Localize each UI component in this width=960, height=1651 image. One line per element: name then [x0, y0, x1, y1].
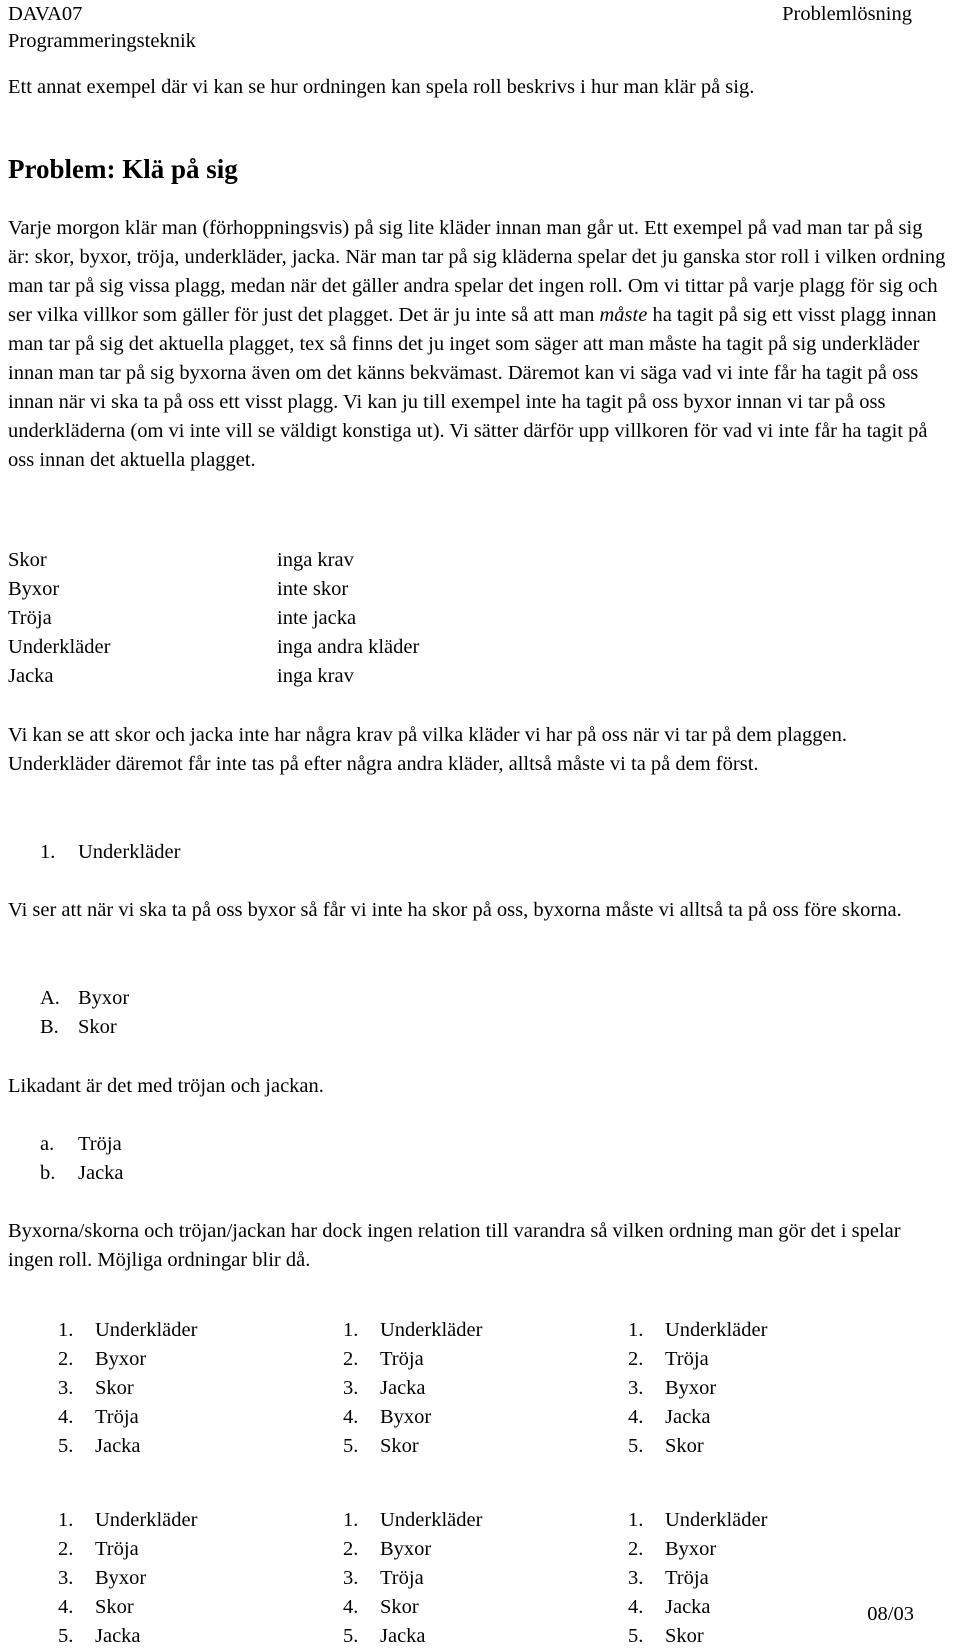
header-course-code: DAVA07 — [8, 3, 83, 25]
paragraph-1-emphasis: måste — [599, 304, 648, 326]
list-text: Underkläder — [78, 841, 181, 863]
ordering-number: 1. — [343, 1509, 359, 1531]
ordering-number: 2. — [58, 1348, 74, 1370]
constraint-item: Tröja — [8, 607, 52, 629]
ordering-item — [628, 1345, 709, 1374]
ordering-text: Jacka — [95, 1435, 141, 1457]
ordering-item — [343, 1622, 426, 1651]
ordering-number: 2. — [343, 1348, 359, 1370]
paragraph-2: Vi kan se att skor och jacka inte har några krav på vilka kläder vi har på oss när vi tar på dem plaggen. Underkläder däremot får inte tas på efter några andra kläder, alltså måste vi ta på dem först. — [8, 724, 847, 775]
ordering-item — [58, 1403, 139, 1432]
paragraph-1-part-1: Varje morgon klär man (förhoppningsvis) på sig lite kläder innan man går ut. Ett exempel på vad man tar på sig är: skor, byxor, tröja, underkläder, jacka. När man tar på sig kläderna spelar det ju ganska stor roll i vilken ordning man tar på sig vissa plagg, medan när det gäller andra spelar det ingen roll. Om vi tittar på varje plagg för sig och ser vilka villkor som gäller för just det plagget. Det är ju inte så att man — [8, 217, 946, 326]
ordering-number: 2. — [58, 1538, 74, 1560]
ordering-text: Tröja — [95, 1406, 139, 1428]
ordering-item — [628, 1506, 767, 1535]
ordering-item — [343, 1535, 431, 1564]
list-marker: 1. — [40, 841, 56, 863]
ordering-item — [58, 1432, 141, 1461]
paragraph-4: Likadant är det med tröjan och jackan. — [8, 1075, 324, 1097]
ordering-text: Byxor — [665, 1538, 717, 1560]
ordering-number: 3. — [58, 1567, 74, 1589]
paragraph-5: Byxorna/skorna och tröjan/jackan har dock ingen relation till varandra så vilken ordning man gör det i spelar ingen roll. Möjliga ordningar blir då. — [8, 1220, 901, 1271]
ordering-number: 4. — [343, 1406, 359, 1428]
list-item — [40, 984, 129, 1013]
ordering-text: Byxor — [95, 1567, 147, 1589]
ordering-number: 3. — [628, 1567, 644, 1589]
paragraph-1 — [8, 214, 948, 475]
ordering-item — [343, 1403, 431, 1432]
ordering-number: 5. — [343, 1625, 359, 1647]
ordering-text: Skor — [380, 1596, 419, 1618]
ordering-number: 1. — [628, 1319, 644, 1341]
ordering-text: Skor — [95, 1377, 134, 1399]
ordering-text: Byxor — [95, 1348, 147, 1370]
ordering-item — [58, 1535, 139, 1564]
ordering-item — [343, 1564, 424, 1593]
constraint-rule: inga krav — [277, 549, 354, 571]
list-text: Skor — [78, 1016, 117, 1038]
list-item — [40, 1130, 122, 1159]
list-text: Jacka — [78, 1162, 124, 1184]
ordering-number: 2. — [628, 1538, 644, 1560]
ordering-item — [343, 1316, 482, 1345]
ordering-item — [628, 1564, 709, 1593]
ordering-item — [343, 1374, 426, 1403]
paragraph-1-part-2: ha tagit på sig ett visst plagg innan man tar på sig det aktuella plagget, tex så finns det ju inget som säger att man måste ha tagit på sig underkläder innan man tar på sig byxorna även om det känns bekvämast. Däremot kan vi säga vad vi inte får ha tagit på oss innan när vi ska ta på oss ett visst plagg. Vi kan ju till exempel inte ha tagit på oss byxor innan vi tar på oss underkläderna (om vi inte vill se väldigt konstiga ut). Vi sätter därför upp villkoren för vad vi inte får ha tagit på oss innan det aktuella plagget. — [8, 304, 937, 471]
ordering-text: Jacka — [380, 1377, 426, 1399]
ordering-item — [58, 1345, 146, 1374]
list-marker: a. — [40, 1133, 55, 1155]
ordering-number: 2. — [628, 1348, 644, 1370]
list-text: Byxor — [78, 987, 130, 1009]
ordering-text: Byxor — [380, 1538, 432, 1560]
ordering-text: Byxor — [665, 1377, 717, 1399]
ordering-text: Tröja — [380, 1567, 424, 1589]
ordering-item — [628, 1316, 767, 1345]
header-course-name: Programmeringsteknik — [8, 30, 196, 52]
ordering-item — [58, 1622, 141, 1651]
ordering-text: Tröja — [380, 1348, 424, 1370]
ordering-item — [628, 1403, 711, 1432]
ordering-number: 4. — [343, 1596, 359, 1618]
ordering-item — [343, 1345, 424, 1374]
ordering-text: Underkläder — [95, 1509, 198, 1531]
ordering-number: 3. — [58, 1377, 74, 1399]
ordering-number: 1. — [58, 1319, 74, 1341]
constraint-rule: inga andra kläder — [277, 636, 420, 658]
ordering-text: Skor — [95, 1596, 134, 1618]
ordering-number: 1. — [343, 1319, 359, 1341]
ordering-number: 5. — [628, 1435, 644, 1457]
ordering-text: Skor — [665, 1625, 704, 1647]
ordering-text: Jacka — [380, 1625, 426, 1647]
ordering-item — [58, 1564, 146, 1593]
ordering-number: 5. — [343, 1435, 359, 1457]
ordering-item — [628, 1374, 716, 1403]
ordering-item — [628, 1432, 704, 1461]
header-topic: Problemlösning — [782, 3, 912, 25]
ordering-text: Jacka — [95, 1625, 141, 1647]
ordering-text: Tröja — [95, 1538, 139, 1560]
ordering-text: Underkläder — [95, 1319, 198, 1341]
ordering-item — [343, 1432, 419, 1461]
ordering-text: Byxor — [380, 1406, 432, 1428]
ordering-item — [628, 1535, 716, 1564]
list-item — [40, 1013, 117, 1042]
ordering-text: Tröja — [665, 1348, 709, 1370]
list-text: Tröja — [78, 1133, 122, 1155]
ordering-item — [58, 1593, 134, 1622]
ordering-number: 5. — [58, 1625, 74, 1647]
list-marker: A. — [40, 987, 60, 1009]
constraint-item: Skor — [8, 549, 47, 571]
ordering-item — [343, 1506, 482, 1535]
ordering-item — [58, 1316, 197, 1345]
ordering-number: 4. — [628, 1406, 644, 1428]
page-number: 08/03 — [867, 1603, 914, 1625]
constraint-item: Underkläder — [8, 636, 111, 658]
ordering-number: 5. — [628, 1625, 644, 1647]
constraint-rule: inga krav — [277, 665, 354, 687]
ordering-number: 4. — [58, 1596, 74, 1618]
ordering-number: 3. — [628, 1377, 644, 1399]
ordering-text: Underkläder — [380, 1509, 483, 1531]
ordering-text: Skor — [665, 1435, 704, 1457]
ordering-text: Underkläder — [665, 1509, 768, 1531]
intro-text: Ett annat exempel där vi kan se hur ordningen kan spela roll beskrivs i hur man klär på sig. — [8, 76, 755, 98]
ordering-item — [58, 1506, 197, 1535]
ordering-number: 2. — [343, 1538, 359, 1560]
ordering-text: Skor — [380, 1435, 419, 1457]
list-item — [40, 838, 180, 867]
ordering-item — [628, 1593, 711, 1622]
ordering-item — [343, 1593, 419, 1622]
paragraph-3: Vi ser att när vi ska ta på oss byxor så får vi inte ha skor på oss, byxorna måste vi alltså ta på oss före skorna. — [8, 899, 902, 921]
ordering-text: Jacka — [665, 1406, 711, 1428]
ordering-number: 3. — [343, 1567, 359, 1589]
constraint-item: Jacka — [8, 665, 54, 687]
ordering-number: 3. — [343, 1377, 359, 1399]
list-marker: B. — [40, 1016, 59, 1038]
ordering-number: 4. — [628, 1596, 644, 1618]
ordering-text: Underkläder — [380, 1319, 483, 1341]
constraint-rule: inte jacka — [277, 607, 357, 629]
ordering-item — [58, 1374, 134, 1403]
ordering-number: 1. — [58, 1509, 74, 1531]
constraint-item: Byxor — [8, 578, 60, 600]
ordering-number: 5. — [58, 1435, 74, 1457]
ordering-text: Tröja — [665, 1567, 709, 1589]
list-item — [40, 1159, 124, 1188]
ordering-text: Jacka — [665, 1596, 711, 1618]
ordering-text: Underkläder — [665, 1319, 768, 1341]
ordering-item — [628, 1622, 704, 1651]
ordering-number: 4. — [58, 1406, 74, 1428]
list-marker: b. — [40, 1162, 56, 1184]
ordering-number: 1. — [628, 1509, 644, 1531]
constraint-rule: inte skor — [277, 578, 349, 600]
problem-title: Problem: Klä på sig — [8, 154, 238, 184]
